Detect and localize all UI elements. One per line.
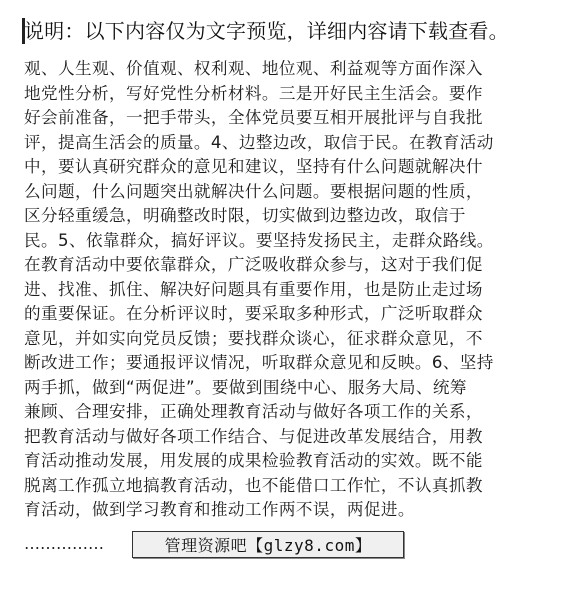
body-line: 育活动，做到学习教育和推动工作两不误，两促进。 [24,500,415,519]
body-line: 在教育活动中要依靠群众，广泛吸收群众参与，这对于我们促 [24,255,483,274]
body-line: 区分轻重缓急，明确整改时限，切实做到边整边改，取信于 [24,206,466,225]
body-line: 育活动推动发展，用发展的成果检验教育活动的实效。既不能 [24,451,483,470]
body-line: 两手抓，做到“两促进”。要做到围绕中心、服务大局、统筹 [24,377,467,397]
body-line: 意见，并如实向党员反馈；要找群众谈心，征求群众意见，不 [24,328,483,348]
body-line: 么问题，什么问题突出就解决什么问题。要根据问题的性质， [24,181,483,201]
body-line: 断改进工作；要通报评议情况，听取群众意见和反映。6、坚持 [24,353,494,372]
body-line: 评，提高生活会的质量。4、边整边改，取信于民。在教育活动 [24,132,494,152]
document-body [24,57,548,523]
body-line: 把教育活动与做好各项工作结合、与促进改革发展结合，用教 [24,426,483,446]
body-line: 好会前准备，一把手带头，全体党员要互相开展批评与自我批 [24,108,483,127]
body-line: 观、人生观、价值观、权利观、地位观、利益观等方面作深入 [24,59,483,78]
ellipsis-dots: …………… [24,534,104,553]
body-line: 民。5、依靠群众，搞好评议。要坚持发扬民主，走群众路线。 [24,230,494,250]
preview-notice: 说明：以下内容仅为文字预览，详细内容请下载查看。 [24,19,509,43]
body-line: 中，要认真研究群众的意见和建议，坚持有什么问题就解决什 [24,157,483,176]
body-line: 脱离工作孤立地搞教育活动，也不能借口工作忙，不认真抓教 [24,475,483,495]
body-line: 的重要保证。在分析评议时，要采取多种形式，广泛听取群众 [24,304,483,323]
body-line: 地党性分析，写好党性分析材料。三是开好民主生活会。要作 [24,83,483,103]
body-line: 兼顾、合理安排，正确处理教育活动与做好各项工作的关系， [24,402,483,421]
site-watermark-link[interactable]: 管理资源吧【glzy8.com】 [132,531,404,558]
body-line: 进、找准、抓住、解决好问题具有重要作用，也是防止走过场 [24,279,483,299]
